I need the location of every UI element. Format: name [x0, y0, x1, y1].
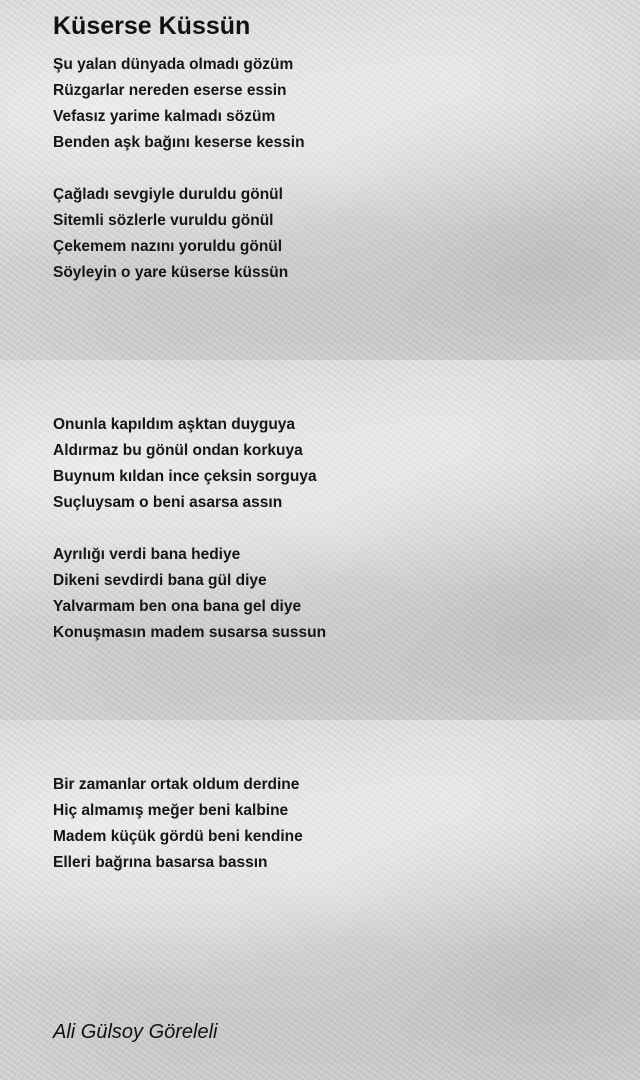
poem-line: Bir zamanlar ortak oldum derdine — [53, 776, 300, 793]
poem-line: Suçluysam o beni asarsa assın — [53, 494, 283, 511]
poem-line: Buynum kıldan ince çeksin sorguya — [53, 468, 317, 485]
poem-line: Benden aşk bağını keserse kessin — [53, 134, 305, 151]
stanza-3 — [53, 412, 317, 516]
poem-line: Madem küçük gördü beni kendine — [53, 828, 303, 845]
poem-line: Şu yalan dünyada olmadı gözüm — [53, 56, 294, 73]
poem-line: Söyleyin o yare küserse küssün — [53, 264, 289, 281]
poem-line: Çağladı sevgiyle duruldu gönül — [53, 186, 283, 203]
stanza-5 — [53, 772, 303, 876]
poem-line: Vefasız yarime kalmadı sözüm — [53, 108, 276, 125]
poem-line: Konuşmasın madem susarsa sussun — [53, 624, 327, 641]
poem-line: Rüzgarlar nereden eserse essin — [53, 82, 287, 99]
stanza-2 — [53, 182, 288, 286]
poem-line: Aldırmaz bu gönül ondan korkuya — [53, 442, 303, 459]
poem-line: Çekemem nazını yoruldu gönül — [53, 238, 283, 255]
poem-author: Ali Gülsoy Göreleli — [53, 1021, 218, 1043]
poem-line: Hiç almamış meğer beni kalbine — [53, 802, 289, 819]
stanza-1 — [53, 52, 305, 156]
poem-line: Sitemli sözlerle vuruldu gönül — [53, 212, 274, 229]
poem-line: Onunla kapıldım aşktan duyguya — [53, 416, 296, 433]
poem-line: Yalvarmam ben ona bana gel diye — [53, 598, 302, 615]
poem-line: Dikeni sevdirdi bana gül diye — [53, 572, 267, 589]
poem-line: Elleri bağrına basarsa bassın — [53, 854, 268, 871]
poem-title: Küserse Küssün — [53, 12, 251, 40]
poem-line: Ayrılığı verdi bana hediye — [53, 546, 241, 563]
stanza-4 — [53, 542, 326, 646]
